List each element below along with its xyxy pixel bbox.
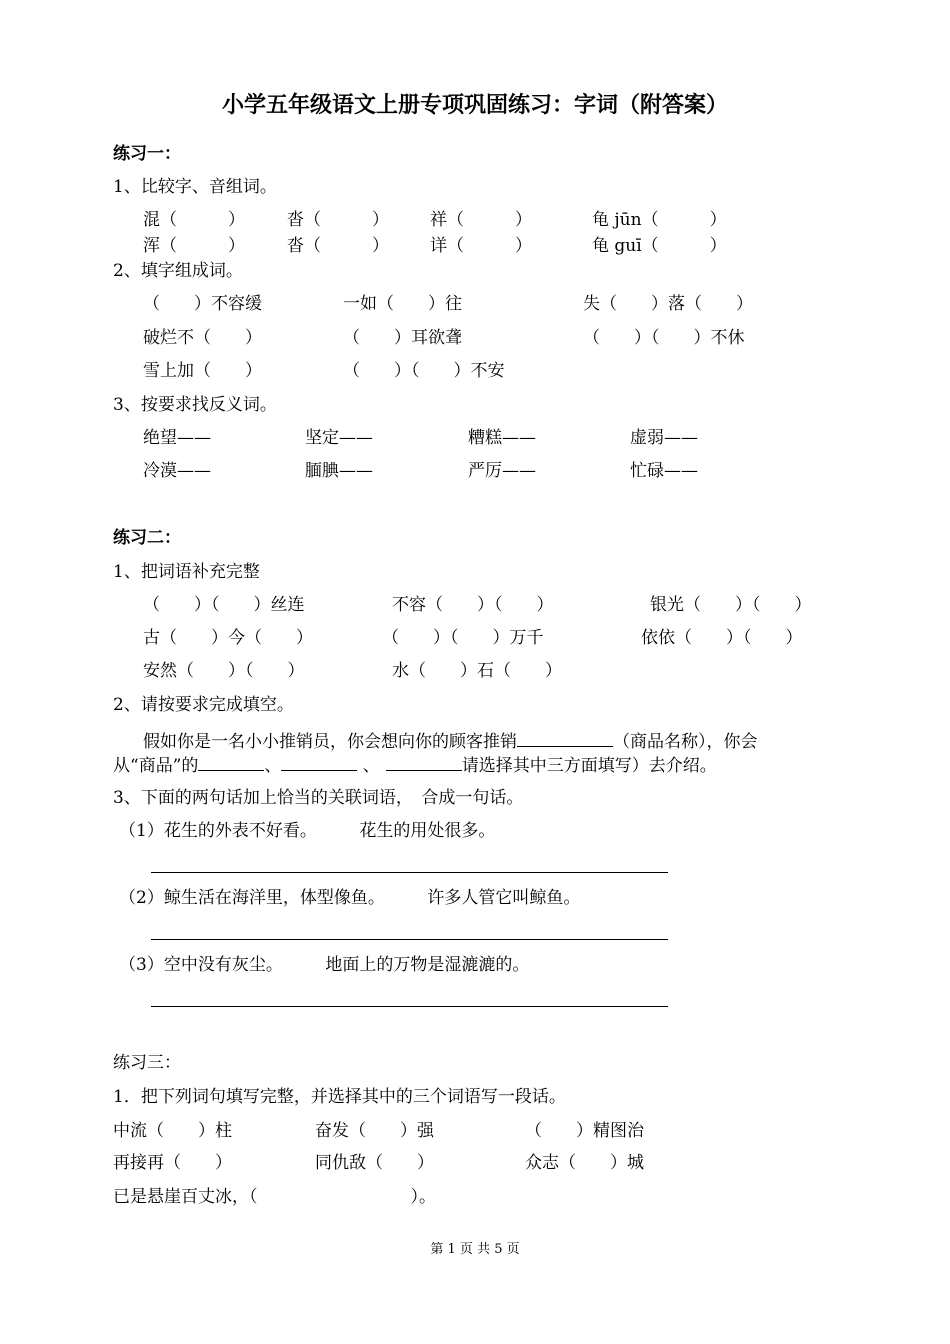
answer-line-1[interactable] bbox=[151, 872, 668, 873]
ex2-q2-line1 bbox=[143, 728, 758, 753]
aspect-blank-1[interactable] bbox=[198, 752, 264, 771]
ex1-q3-label: 3、按要求找反义词。 bbox=[113, 395, 277, 415]
ex1-q1-cell: 详（ ） bbox=[430, 236, 532, 256]
ex1-q1-cell: 祥（ ） bbox=[430, 210, 532, 230]
ex2-q1-cell: 古（ ）今（ ） bbox=[143, 628, 313, 648]
ex2-q1-cell: 安然（ ）（ ） bbox=[143, 661, 305, 681]
ex1-q1-cell: 混（ ） bbox=[143, 210, 245, 230]
ex1-q3-cell: 绝望—— bbox=[143, 428, 211, 448]
ex1-q2-cell: （ ）不容缓 bbox=[143, 294, 262, 314]
ex1-q1-cell: 龟 jūn（ ） bbox=[592, 210, 727, 230]
ex3-q1-cell: （ ）精图治 bbox=[525, 1121, 644, 1141]
ex1-q2-cell: （ ）耳欲聋 bbox=[343, 328, 462, 348]
ex3-q1-cell: 同仇敌（ ） bbox=[315, 1153, 434, 1173]
ex2-q1-cell: （ ）（ ）丝连 bbox=[143, 595, 305, 615]
ex3-q1-poem: 已是悬崖百丈冰，（ ）。 bbox=[113, 1187, 436, 1207]
ex3-q1-cell: 众志（ ）城 bbox=[525, 1153, 644, 1173]
ex2-q2-text: 从“商品”的 bbox=[113, 756, 199, 776]
ex1-q2-cell: （ ）（ ）不安 bbox=[343, 361, 505, 381]
ex3-q1-cell: 中流（ ）柱 bbox=[113, 1121, 232, 1141]
ex2-q1-label: 1、把词语补充完整 bbox=[113, 562, 260, 582]
ex1-q3-cell: 冷漠—— bbox=[143, 461, 211, 481]
ex1-q1-label: 1、比较字、音组词。 bbox=[113, 177, 277, 197]
ex1-q3-cell: 糟糕—— bbox=[468, 428, 536, 448]
ex2-q2-text: 请选择其中三方面填写）去介绍。 bbox=[461, 756, 717, 776]
ex3-heading: 练习三： bbox=[113, 1053, 181, 1073]
answer-line-3[interactable] bbox=[151, 1006, 668, 1007]
ex2-q1-cell: 不容（ ）（ ） bbox=[392, 595, 554, 615]
ex1-q3-cell: 腼腆—— bbox=[305, 461, 373, 481]
ex2-q1-cell: （ ）（ ）万千 bbox=[382, 628, 544, 648]
ex1-q3-cell: 虚弱—— bbox=[630, 428, 698, 448]
ex1-q1-cell: 沓（ ） bbox=[287, 210, 389, 230]
separator: 、 bbox=[264, 756, 282, 776]
ex2-q3-item: （2）鲸生活在海洋里，体型像鱼。 许多人管它叫鲸鱼。 bbox=[119, 888, 581, 908]
ex2-q2-text: 假如你是一名小小推销员，你会想向你的顾客推销 bbox=[143, 732, 517, 752]
ex3-q1-cell: 再接再（ ） bbox=[113, 1153, 232, 1173]
ex1-q2-cell: （ ）（ ）不休 bbox=[583, 328, 745, 348]
ex1-q1-cell: 沓（ ） bbox=[287, 236, 389, 256]
ex2-q3-item: （3）空中没有灰尘。 地面上的万物是湿漉漉的。 bbox=[119, 955, 530, 975]
ex2-q1-cell: 水（ ）石（ ） bbox=[392, 661, 562, 681]
ex3-q1-label: 1．把下列词句填写完整，并选择其中的三个词语写一段话。 bbox=[113, 1087, 566, 1107]
ex2-q1-cell: 依依（ ）（ ） bbox=[641, 628, 803, 648]
page-footer: 第 1 页 共 5 页 bbox=[430, 1242, 520, 1257]
ex1-q1-cell: 浑（ ） bbox=[143, 236, 245, 256]
ex1-q1-cell: 龟 guī（ ） bbox=[592, 236, 727, 256]
ex2-q2-line2 bbox=[113, 752, 717, 777]
ex2-q3-item: （1）花生的外表不好看。 花生的用处很多。 bbox=[119, 821, 496, 841]
ex2-q3-label: 3、下面的两句话加上恰当的关联词语， 合成一句话。 bbox=[113, 788, 524, 808]
ex1-q3-cell: 严厉—— bbox=[468, 461, 536, 481]
ex1-q2-cell: 破烂不（ ） bbox=[143, 328, 262, 348]
aspect-blank-2[interactable] bbox=[281, 752, 357, 771]
ex1-q2-cell: 一如（ ）往 bbox=[343, 294, 462, 314]
ex2-heading: 练习二： bbox=[113, 528, 181, 548]
ex1-q2-cell: 失（ ）落（ ） bbox=[583, 294, 753, 314]
page-title: 小学五年级语文上册专项巩固练习：字词（附答案） bbox=[221, 93, 728, 118]
ex3-q1-cell: 奋发（ ）强 bbox=[315, 1121, 434, 1141]
ex2-q2-label: 2、请按要求完成填空。 bbox=[113, 695, 294, 715]
ex1-q2-label: 2、填字组成词。 bbox=[113, 261, 243, 281]
ex1-q3-cell: 坚定—— bbox=[305, 428, 373, 448]
ex1-q3-cell: 忙碌—— bbox=[630, 461, 698, 481]
product-name-blank[interactable] bbox=[517, 728, 613, 747]
aspect-blank-3[interactable] bbox=[386, 752, 462, 771]
ex2-q2-text: （商品名称），你会 bbox=[613, 732, 758, 752]
separator: 、 bbox=[357, 756, 380, 776]
ex1-heading: 练习一： bbox=[113, 144, 181, 164]
ex2-q1-cell: 银光（ ）（ ） bbox=[650, 595, 812, 615]
answer-line-2[interactable] bbox=[151, 939, 668, 940]
ex1-q2-cell: 雪上加（ ） bbox=[143, 361, 262, 381]
